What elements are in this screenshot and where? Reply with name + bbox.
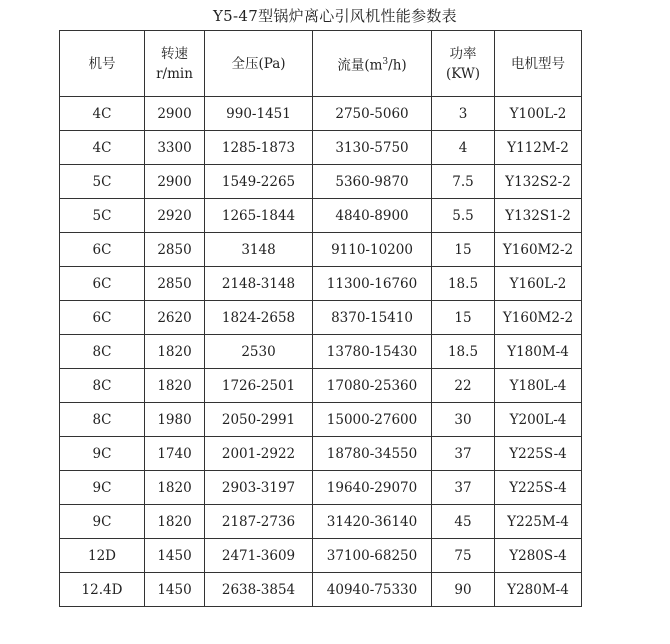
cell-power: 30: [432, 403, 495, 437]
cell-pressure: 2638-3854: [205, 573, 313, 607]
cell-motor: Y225S-4: [495, 437, 582, 471]
cell-pressure: 1726-2501: [205, 369, 313, 403]
header-motor: 电机型号: [495, 31, 582, 97]
cell-model: 8C: [60, 403, 145, 437]
header-pressure: 全压(Pa): [205, 31, 313, 97]
cell-motor: Y160L-2: [495, 267, 582, 301]
cell-motor: Y180L-4: [495, 369, 582, 403]
table-row: [60, 539, 582, 573]
table-row: [60, 301, 582, 335]
cell-power: 18.5: [432, 335, 495, 369]
cell-speed: 1450: [145, 539, 205, 573]
cell-motor: Y160M2-2: [495, 301, 582, 335]
cell-motor: Y180M-4: [495, 335, 582, 369]
cell-speed: 2900: [145, 165, 205, 199]
cell-power: 75: [432, 539, 495, 573]
cell-motor: Y132S1-2: [495, 199, 582, 233]
cell-model: 12.4D: [60, 573, 145, 607]
cell-pressure: 2148-3148: [205, 267, 313, 301]
header-row: [60, 31, 582, 97]
cell-model: 5C: [60, 199, 145, 233]
cell-pressure: 2530: [205, 335, 313, 369]
cell-flow: 31420-36140: [313, 505, 432, 539]
cell-flow: 18780-34550: [313, 437, 432, 471]
cell-power: 37: [432, 471, 495, 505]
cell-power: 15: [432, 301, 495, 335]
cell-speed: 2620: [145, 301, 205, 335]
cell-motor: Y225M-4: [495, 505, 582, 539]
cell-model: 8C: [60, 335, 145, 369]
cell-motor: Y280M-4: [495, 573, 582, 607]
cell-pressure: 2471-3609: [205, 539, 313, 573]
cell-model: 4C: [60, 97, 145, 131]
cell-motor: Y280S-4: [495, 539, 582, 573]
cell-model: 5C: [60, 165, 145, 199]
header-power-label: 功率: [449, 45, 477, 62]
cell-flow: 11300-16760: [313, 267, 432, 301]
cell-model: 9C: [60, 505, 145, 539]
cell-flow: 40940-75330: [313, 573, 432, 607]
header-speed-label: 转速: [161, 45, 188, 62]
cell-motor: Y200L-4: [495, 403, 582, 437]
table-row: [60, 267, 582, 301]
cell-model: 9C: [60, 437, 145, 471]
cell-flow: 9110-10200: [313, 233, 432, 267]
cell-pressure: 1549-2265: [205, 165, 313, 199]
cell-speed: 2850: [145, 267, 205, 301]
table-row: [60, 369, 582, 403]
cell-power: 45: [432, 505, 495, 539]
cell-model: 6C: [60, 267, 145, 301]
table-row: [60, 199, 582, 233]
cell-motor: Y225S-4: [495, 471, 582, 505]
header-model: 机号: [60, 31, 145, 97]
cell-flow: 15000-27600: [313, 403, 432, 437]
cell-flow: 19640-29070: [313, 471, 432, 505]
cell-flow: 17080-25360: [313, 369, 432, 403]
cell-flow: 2750-5060: [313, 97, 432, 131]
fan-performance-table: [59, 30, 582, 607]
cell-pressure: 2001-2922: [205, 437, 313, 471]
cell-model: 4C: [60, 131, 145, 165]
header-speed-unit: r/min: [156, 65, 193, 82]
table-row: [60, 97, 582, 131]
cell-model: 6C: [60, 233, 145, 267]
cell-power: 3: [432, 97, 495, 131]
cell-power: 15: [432, 233, 495, 267]
cell-pressure: 3148: [205, 233, 313, 267]
table-row: [60, 573, 582, 607]
cell-speed: 1740: [145, 437, 205, 471]
cell-power: 37: [432, 437, 495, 471]
cell-speed: 1820: [145, 369, 205, 403]
cell-pressure: 990-1451: [205, 97, 313, 131]
cell-pressure: 2187-2736: [205, 505, 313, 539]
cell-flow: 4840-8900: [313, 199, 432, 233]
cell-flow: 5360-9870: [313, 165, 432, 199]
cell-flow: 37100-68250: [313, 539, 432, 573]
cell-power: 22: [432, 369, 495, 403]
table-row: [60, 505, 582, 539]
cell-power: 7.5: [432, 165, 495, 199]
cell-speed: 1820: [145, 471, 205, 505]
cell-pressure: 1824-2658: [205, 301, 313, 335]
table-row: [60, 403, 582, 437]
table-row: [60, 131, 582, 165]
cell-power: 90: [432, 573, 495, 607]
cell-power: 4: [432, 131, 495, 165]
cell-speed: 2920: [145, 199, 205, 233]
cell-flow: 13780-15430: [313, 335, 432, 369]
cell-model: 12D: [60, 539, 145, 573]
table-row: [60, 165, 582, 199]
table-row: [60, 335, 582, 369]
cell-speed: 1820: [145, 505, 205, 539]
cell-speed: 2900: [145, 97, 205, 131]
cell-power: 18.5: [432, 267, 495, 301]
table-title: Y5-47型锅炉离心引风机性能参数表: [212, 7, 457, 25]
header-power-unit: (KW): [445, 65, 480, 82]
cell-model: 8C: [60, 369, 145, 403]
table-row: [60, 233, 582, 267]
cell-motor: Y100L-2: [495, 97, 582, 131]
table-row: [60, 437, 582, 471]
cell-speed: 1450: [145, 573, 205, 607]
cell-flow: 3130-5750: [313, 131, 432, 165]
cell-flow: 8370-15410: [313, 301, 432, 335]
cell-model: 9C: [60, 471, 145, 505]
cell-motor: Y160M2-2: [495, 233, 582, 267]
cell-model: 6C: [60, 301, 145, 335]
cell-motor: Y112M-2: [495, 131, 582, 165]
cell-pressure: 2050-2991: [205, 403, 313, 437]
header-speed: [145, 31, 205, 97]
cell-speed: 1980: [145, 403, 205, 437]
cell-pressure: 1265-1844: [205, 199, 313, 233]
cell-speed: 1820: [145, 335, 205, 369]
cell-motor: Y132S2-2: [495, 165, 582, 199]
cell-pressure: 1285-1873: [205, 131, 313, 165]
cell-speed: 2850: [145, 233, 205, 267]
cell-speed: 3300: [145, 131, 205, 165]
header-flow: 流量$(m^3/h)$: [313, 31, 432, 97]
header-power: [432, 31, 495, 97]
cell-pressure: 2903-3197: [205, 471, 313, 505]
table-row: [60, 471, 582, 505]
cell-power: 5.5: [432, 199, 495, 233]
